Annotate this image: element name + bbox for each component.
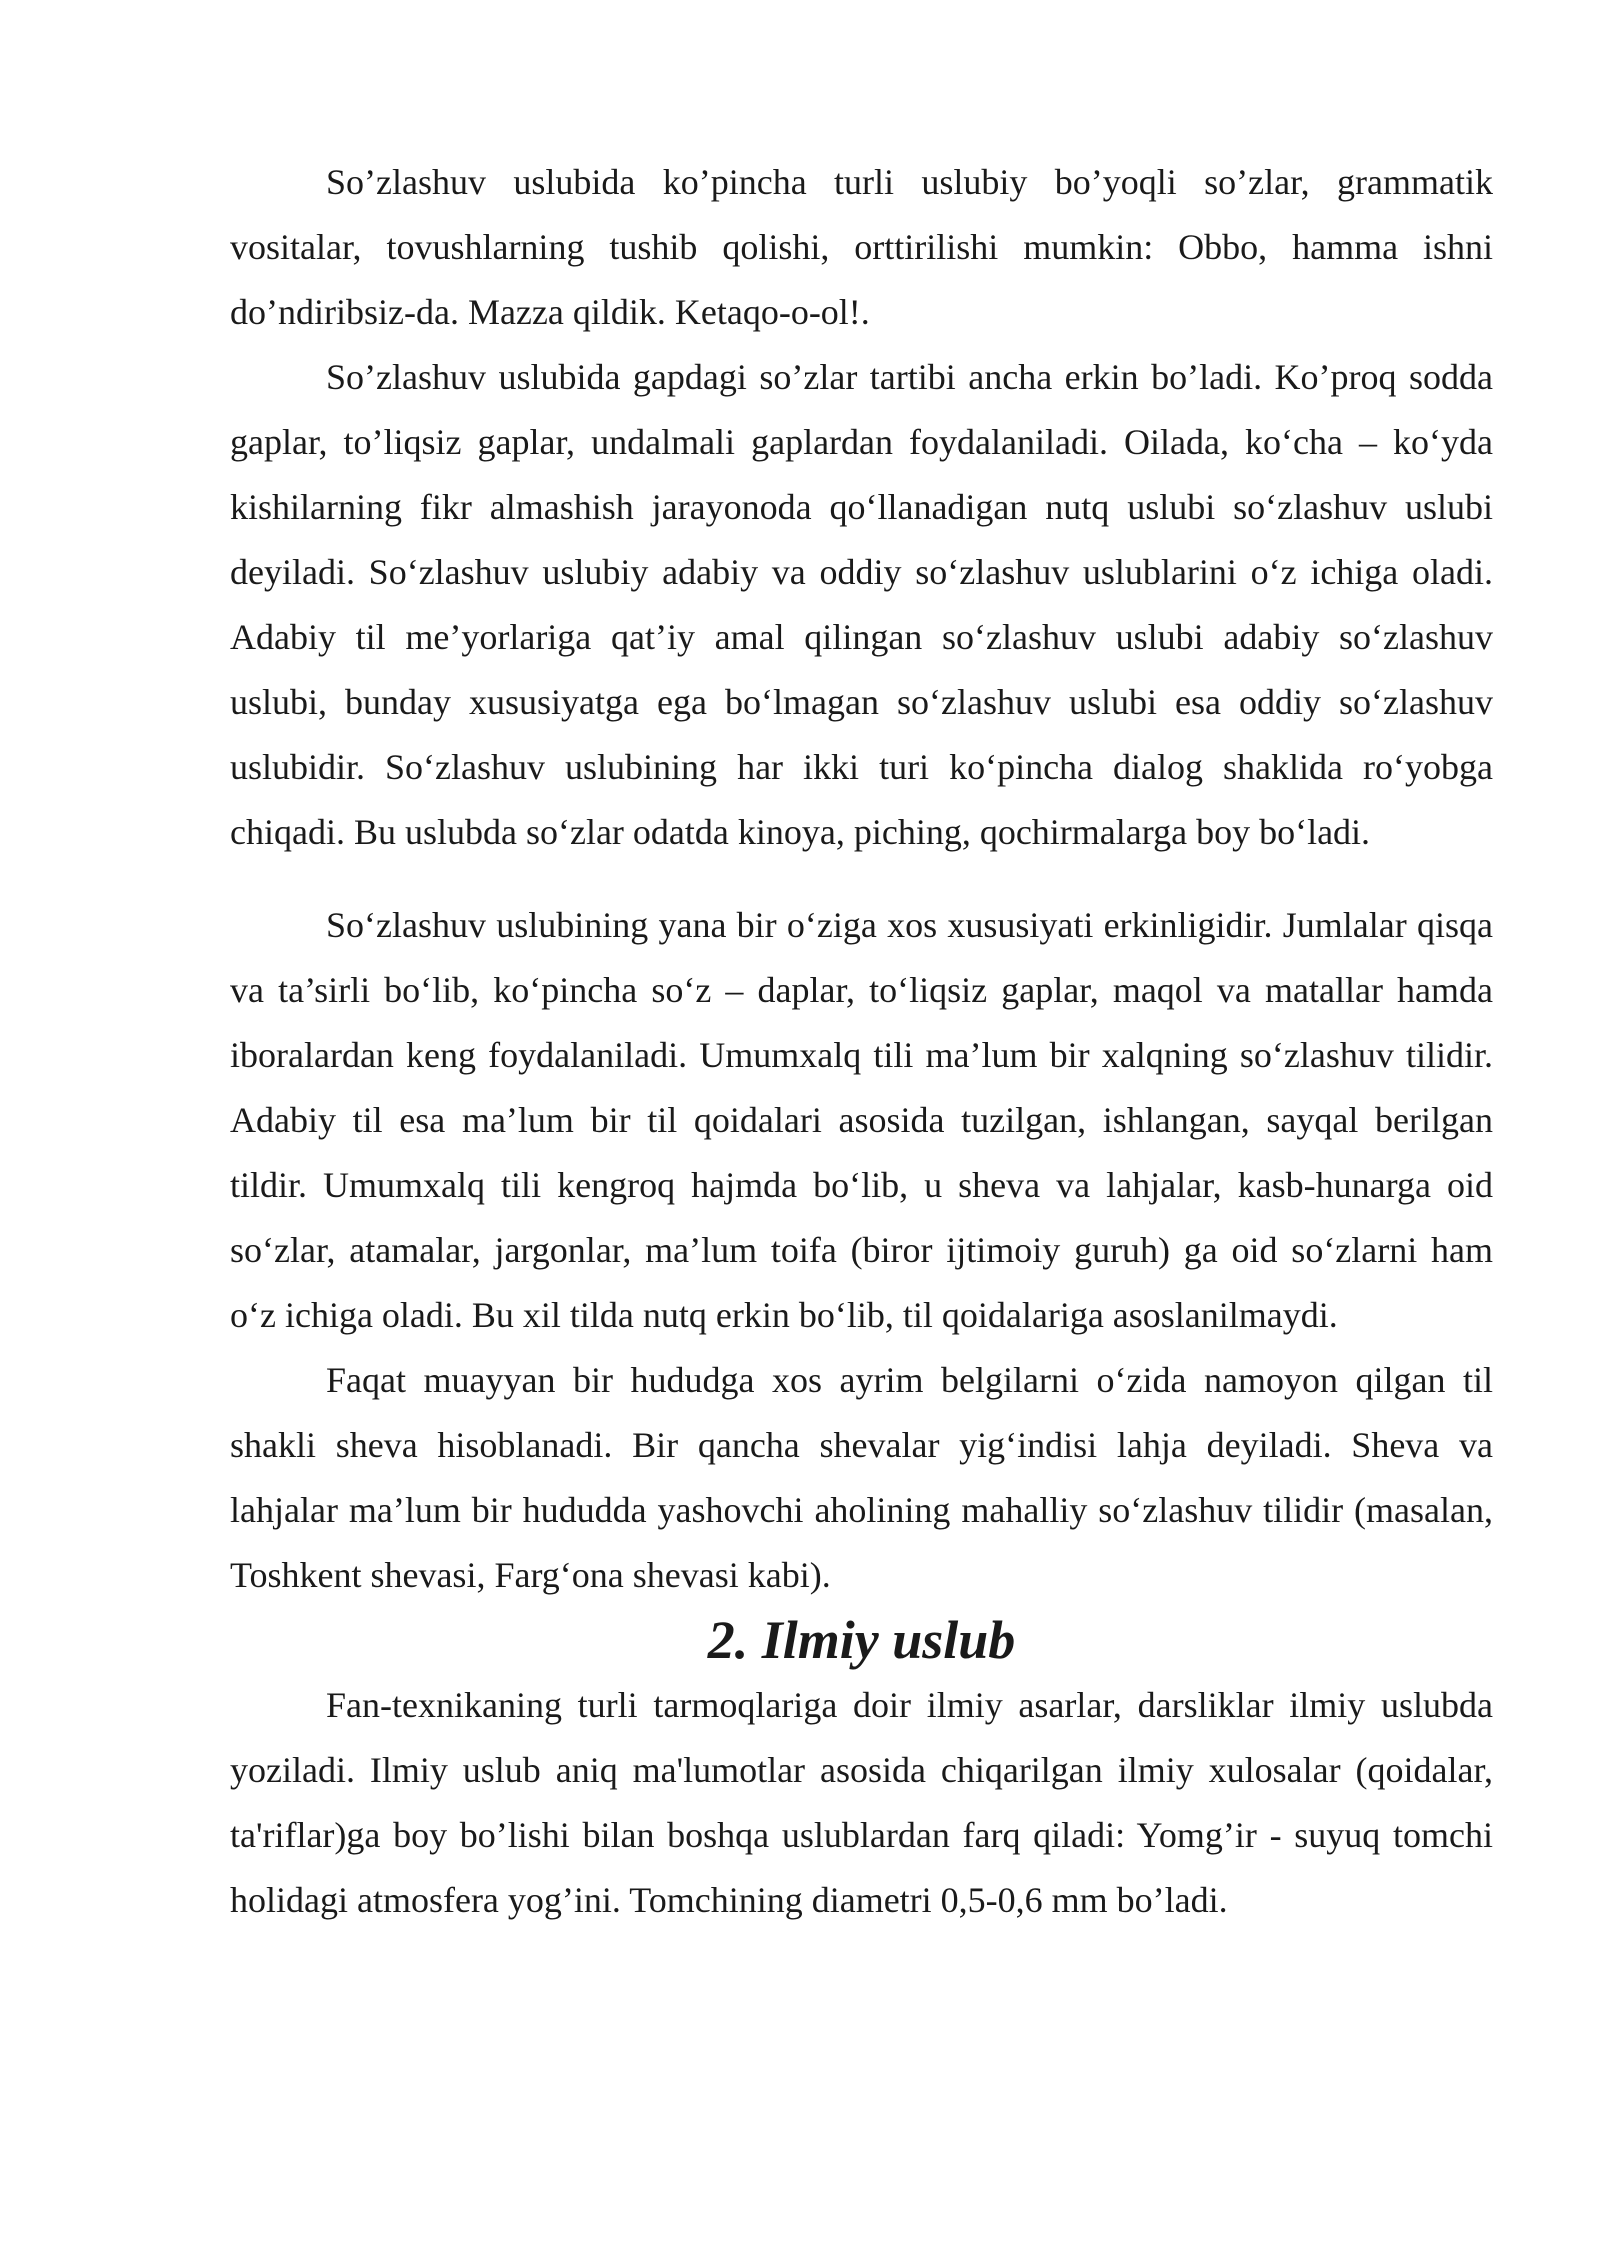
paragraph-colloquial-features: So’zlashuv uslubida ko’pincha turli uslubiy bo’yoqli so’zlar, grammatik vositalar, tovushlarning tushib qolishi, orttirilishi mumkin: Obbo, hamma ishni do’ndiribsiz-da. Mazza qildik. Ketaqo-o-ol!.	[230, 162, 1493, 332]
paragraph-dialects: Faqat muayyan bir hududga xos ayrim belgilarni o‘zida namoyon qilgan til shakli sheva hisoblanadi. Bir qancha shevalar yig‘indisi lahja deyiladi. Sheva va lahjalar ma’lum bir hududda yashovchi aholining mahalliy so‘zlashuv tilidir (masalan, Toshkent shevasi, Farg‘ona shevasi kabi).	[230, 1360, 1493, 1595]
paragraph-scientific-style: Fan-texnikaning turli tarmoqlariga doir ilmiy asarlar, darsliklar ilmiy uslubda yoziladi. Ilmiy uslub aniq ma'lumotlar asosida chiqarilgan ilmiy xulosalar (qoidalar, ta'riflar)ga boy bo’lishi bilan boshqa uslublardan farq qiladi: Yomg’ir - suyuq tomchi holidagi atmosfera yog’ini. Tomchining diametri 0,5-0,6 mm bo’ladi.	[230, 1685, 1493, 1920]
section-heading: 2. Ilmiy uslub	[707, 1610, 1016, 1670]
document-page	[230, 150, 1493, 1933]
paragraph-word-order: So’zlashuv uslubida gapdagi so’zlar tartibi ancha erkin bo’ladi. Ko’proq sodda gaplar, to’liqsiz gaplar, undalmali gaplardan foydalaniladi. Oilada, ko‘cha – ko‘yda kishilarning fikr almashish jarayonoda qo‘llanadigan nutq uslubi so‘zlashuv uslubi deyiladi. So‘zlashuv uslubiy adabiy va oddiy so‘zlashuv uslublarini o‘z ichiga oladi. Adabiy til me’yorlariga qat’iy amal qilingan so‘zlashuv uslubi adabiy so‘zlashuv uslubi, bunday xususiyatga ega bo‘lmagan so‘zlashuv uslubi esa oddiy so‘zlashuv uslubidir. So‘zlashuv uslubining har ikki turi ko‘pincha dialog shaklida ro‘yobga chiqadi. Bu uslubda so‘zlar odatda kinoya, piching, qochirmalarga boy bo‘ladi.	[230, 357, 1493, 852]
paragraph-freedom: So‘zlashuv uslubining yana bir o‘ziga xos xususiyati erkinligidir. Jumlalar qisqa va ta’sirli bo‘lib, ko‘pincha so‘z – daplar, to‘liqsiz gaplar, maqol va matallar hamda iboralardan keng foydalaniladi. Umumxalq tili ma’lum bir xalqning so‘zlashuv tilidir. Adabiy til esa ma’lum bir til qoidalari asosida tuzilgan, ishlangan, sayqal berilgan tildir. Umumxalq tili kengroq hajmda bo‘lib, u sheva va lahjalar, kasb-hunarga oid so‘zlar, atamalar, jargonlar, ma’lum toifa (biror ijtimoiy guruh) ga oid so‘zlarni ham o‘z ichiga oladi. Bu xil tilda nutq erkin bo‘lib, til qoidalariga asoslanilmaydi.	[230, 905, 1493, 1335]
